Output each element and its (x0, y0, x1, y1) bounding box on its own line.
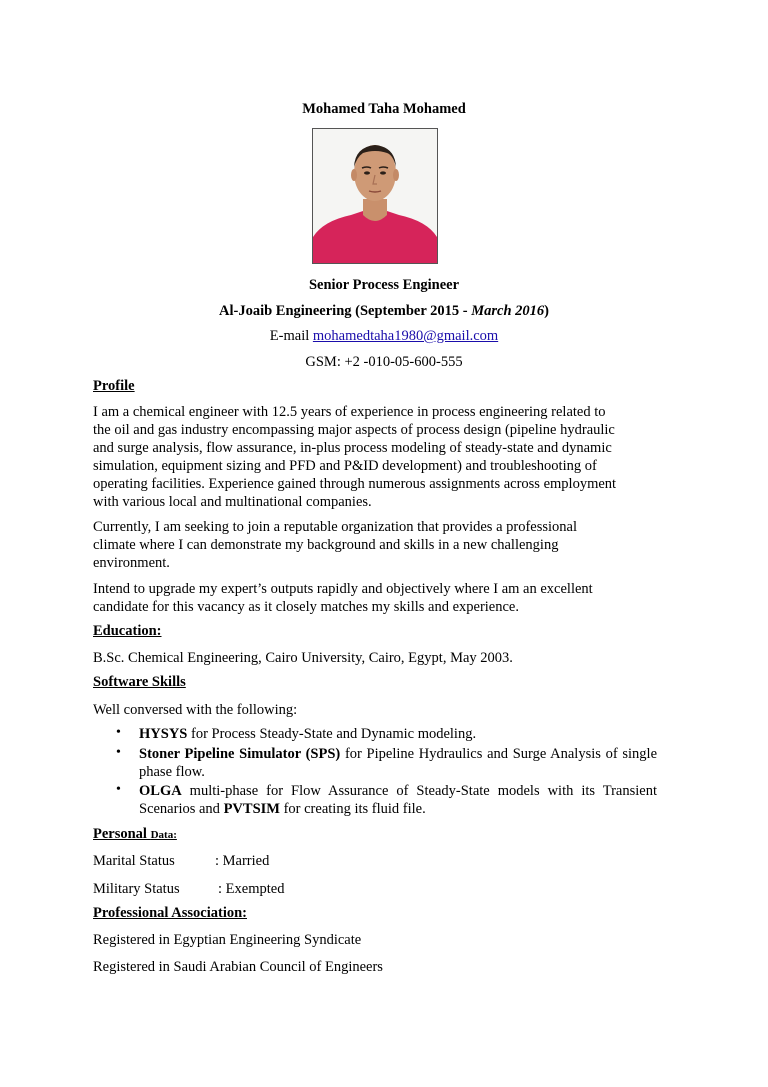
bullet-icon: • (116, 725, 121, 740)
software-heading: Software Skills (93, 674, 186, 690)
software-name: HYSYS (139, 726, 188, 742)
software-item-sps (139, 745, 657, 781)
military-value: : Exempted (218, 881, 285, 897)
software-name: OLGA (139, 783, 182, 799)
personal-heading-small: Data: (150, 829, 177, 841)
software-intro: Well conversed with the following: (93, 702, 298, 718)
email-label: E-mail (269, 328, 313, 344)
marital-label: Marital Status (93, 853, 175, 869)
profile-p3-line: candidate for this vacancy as it closely matches my skills and experience. (93, 599, 519, 615)
software-name-2: PVTSIM (223, 801, 280, 817)
software-desc: for Process Steady-State and Dynamic modeling. (187, 726, 477, 742)
profile-p1-line: with various local and multinational companies. (93, 494, 372, 510)
software-desc: multi-phase for Flow Assurance of Steady-State models with its Transient Scenarios and (139, 783, 657, 817)
gsm-line: GSM: +2 -010-05-600-555 (305, 354, 463, 370)
profile-p1-line: I am a chemical engineer with 12.5 years of experience in process engineering related to (93, 404, 606, 420)
profile-p3-line: Intend to upgrade my expert’s outputs rapidly and objectively where I am an excellent (93, 581, 593, 597)
profile-p1-line: simulation, equipment sizing and PFD and P&ID development) and troubleshooting of (93, 458, 597, 474)
software-desc: for Pipeline Hydraulics and Surge Analysis of single phase flow. (139, 746, 658, 780)
profile-p2-line: environment. (93, 555, 170, 571)
profile-heading: Profile (93, 378, 135, 394)
company-end-date: March 2016 (471, 303, 545, 319)
profile-p1-line: the oil and gas industry encompassing major aspects of process design (pipeline hydraulic (93, 422, 615, 438)
personal-heading (93, 826, 177, 843)
military-label: Military Status (93, 881, 180, 897)
association-item: Registered in Saudi Arabian Council of Engineers (93, 959, 383, 975)
candidate-name: Mohamed Taha Mohamed (302, 101, 466, 117)
job-title: Senior Process Engineer (308, 277, 460, 293)
bullet-icon: • (116, 782, 121, 797)
bullet-icon: • (116, 745, 121, 760)
association-heading: Professional Association: (93, 905, 247, 921)
profile-p2-line: Currently, I am seeking to join a reputable organization that provides a professional (93, 519, 578, 535)
personal-heading-main: Personal (93, 826, 151, 842)
company-text: Al-Joaib Engineering (September 2015 - (218, 303, 472, 319)
profile-photo (312, 128, 438, 264)
education-text: B.Sc. Chemical Engineering, Cairo University, Cairo, Egypt, May 2003. (93, 650, 513, 666)
profile-p1-line: and surge analysis, flow assurance, in-plus process modeling of steady-state and dynamic (93, 440, 612, 456)
software-desc-2: for creating its fluid file. (279, 801, 426, 817)
profile-p1-line: operating facilities. Experience gained through numerous assignments across employment (93, 476, 617, 492)
marital-row (93, 852, 269, 870)
software-item-hysys (139, 725, 657, 743)
association-item: Registered in Egyptian Engineering Syndicate (93, 932, 362, 948)
email-line (0, 328, 768, 345)
company-line (0, 303, 768, 320)
email-link[interactable]: mohamedtaha1980@gmail.com (312, 328, 499, 344)
software-item-olga (139, 782, 657, 818)
education-heading: Education: (93, 623, 162, 639)
company-close: ) (544, 303, 550, 319)
software-name: Stoner Pipeline Simulator (SPS) (139, 746, 341, 762)
profile-p2-line: climate where I can demonstrate my background and skills in a new challenging (93, 537, 559, 553)
marital-value: : Married (215, 853, 270, 869)
military-row (93, 880, 284, 898)
